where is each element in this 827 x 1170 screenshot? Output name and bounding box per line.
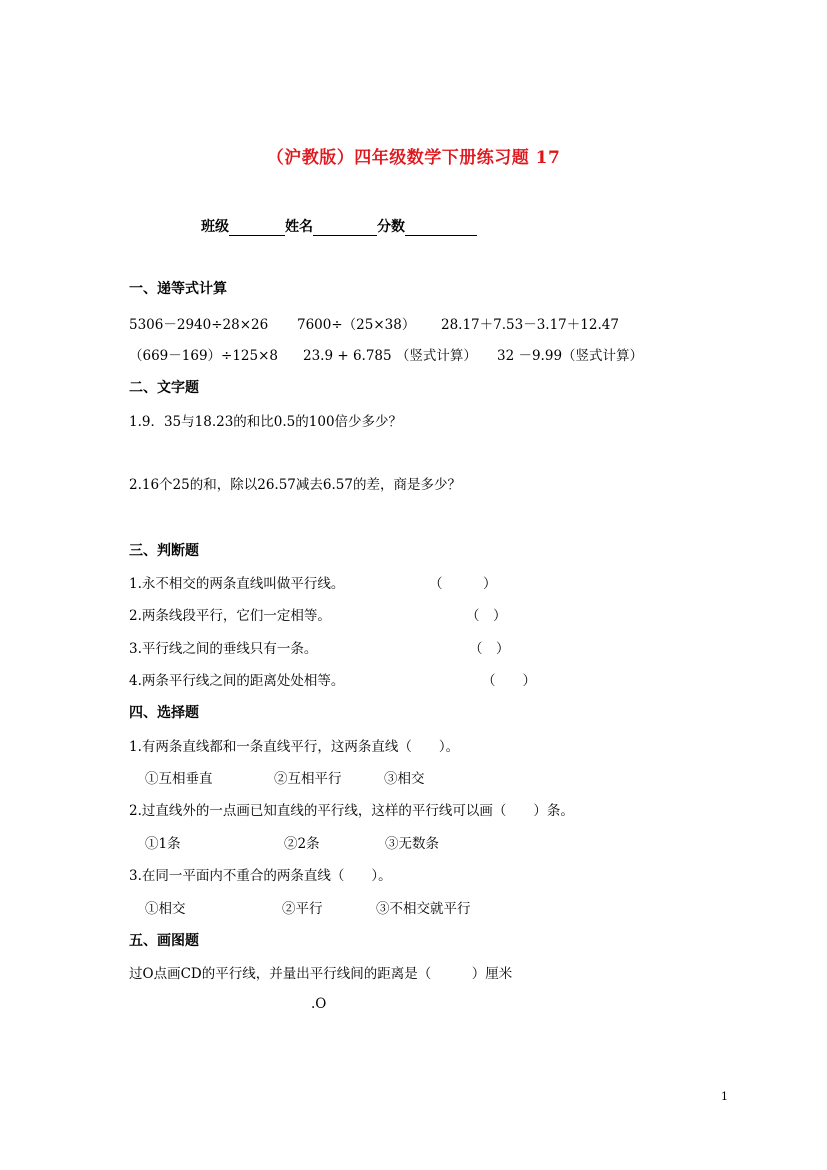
calc-item-5: 23.9 + 6.785 （竖式计算） bbox=[303, 348, 477, 364]
judge-paren-4: （ ） bbox=[482, 673, 536, 689]
name-label: 姓名 bbox=[285, 219, 313, 235]
section-1-heading: 一、递等式计算 bbox=[129, 281, 227, 297]
drawing-question: 过O点画CD的平行线，并量出平行线间的距离是（ ）厘米 bbox=[129, 966, 513, 982]
judge-paren-3: （ ） bbox=[469, 641, 510, 657]
choice-2-option-3: ③无数条 bbox=[385, 836, 439, 852]
section-5-heading: 五、画图题 bbox=[129, 933, 199, 949]
judge-item-1: 1.永不相交的两条直线叫做平行线。 bbox=[129, 576, 345, 592]
choice-1-option-3: ③相交 bbox=[384, 771, 425, 787]
choice-1-option-1: ①互相垂直 bbox=[145, 771, 213, 787]
judge-paren-1: （ ） bbox=[429, 576, 497, 592]
calc-item-3: 28.17＋7.53－3.17＋12.47 bbox=[441, 317, 619, 333]
choice-question-3: 3.在同一平面内不重合的两条直线（ ）。 bbox=[129, 868, 392, 884]
class-blank bbox=[229, 221, 285, 236]
judge-item-3: 3.平行线之间的垂线只有一条。 bbox=[129, 641, 318, 657]
calc-item-1: 5306－2940÷28×26 bbox=[129, 317, 269, 333]
word-problem-1: 1.9．35与18.23的和比0.5的100倍少多少？ bbox=[129, 414, 403, 430]
page-number: 1 bbox=[721, 1090, 728, 1103]
judge-item-2: 2.两条线段平行，它们一定相等。 bbox=[129, 608, 331, 624]
choice-question-2: 2.过直线外的一点画已知直线的平行线，这样的平行线可以画（ ）条。 bbox=[129, 803, 574, 819]
choice-question-1: 1.有两条直线都和一条直线平行，这两条直线（ ）。 bbox=[129, 739, 460, 755]
judge-item-4: 4.两条平行线之间的距离处处相等。 bbox=[129, 673, 345, 689]
choice-1-option-2: ②互相平行 bbox=[274, 771, 342, 787]
calc-item-4: （669－169）÷125×8 bbox=[129, 348, 279, 364]
section-3-heading: 三、判断题 bbox=[129, 543, 199, 559]
calc-item-6: 32 －9.99（竖式计算） bbox=[497, 348, 644, 364]
score-label: 分数 bbox=[377, 219, 405, 235]
choice-3-option-1: ①相交 bbox=[145, 901, 186, 917]
calc-item-2: 7600÷（25×38） bbox=[297, 317, 416, 333]
student-info-line bbox=[201, 216, 477, 236]
judge-paren-2: （ ） bbox=[466, 608, 507, 624]
choice-3-option-3: ③不相交就平行 bbox=[376, 901, 471, 917]
page-title: （沪教版）四年级数学下册练习题 17 bbox=[266, 148, 561, 168]
class-label: 班级 bbox=[201, 219, 229, 235]
section-2-heading: 二、文字题 bbox=[129, 380, 199, 396]
choice-2-option-1: ①1条 bbox=[145, 836, 181, 852]
choice-3-option-2: ②平行 bbox=[282, 901, 323, 917]
choice-2-option-2: ②2条 bbox=[284, 836, 320, 852]
section-4-heading: 四、选择题 bbox=[129, 705, 199, 721]
point-o-label: .O bbox=[311, 996, 327, 1012]
word-problem-2: 2.16个25的和，除以26.57减去6.57的差，商是多少？ bbox=[129, 477, 461, 493]
name-blank bbox=[313, 221, 377, 236]
score-blank bbox=[405, 221, 477, 236]
